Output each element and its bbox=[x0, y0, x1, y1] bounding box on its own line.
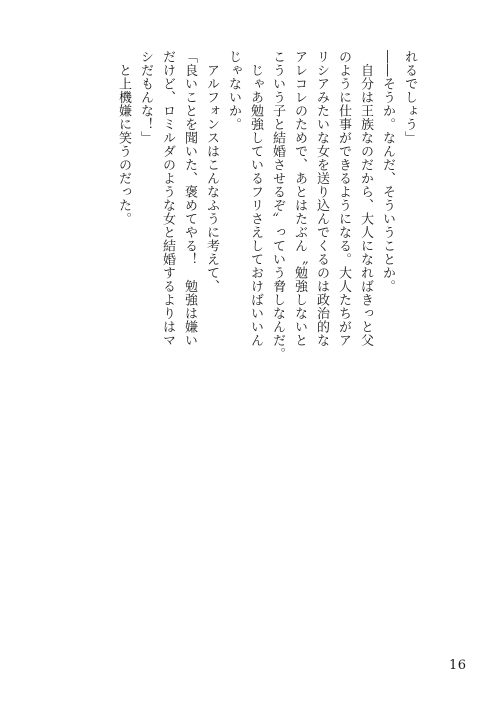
text-line: じゃあ勉強しているフリさえしておけばいいん bbox=[248, 50, 263, 347]
text-line: アレコレのためで、あとはたぶん〝勉強しないと bbox=[292, 50, 307, 347]
text-line: じゃないか。 bbox=[226, 50, 241, 131]
body-text bbox=[112, 50, 420, 380]
text-line: ――そうか。なんだ、そういうことか。 bbox=[380, 50, 395, 293]
text-line: だけど、ロミルダのような女と結婚するよりはマ bbox=[160, 50, 175, 347]
text-line: のように仕事ができるようになる。大人たちがア bbox=[336, 50, 351, 347]
text-line: と上機嫌に笑うのだった。 bbox=[116, 50, 131, 226]
text-line: れるでしょう」 bbox=[402, 50, 417, 145]
text-line: 自分は王族なのだから、大人になればきっと父 bbox=[358, 50, 373, 347]
text-line: こういう子と結婚させるぞ〟っていう脅しなんだ。 bbox=[270, 50, 285, 361]
text-line: アルフォンスはこんなふうに考えて、 bbox=[204, 50, 219, 293]
text-line: 「良いことを聞いた、褒めてやる！ 勉強は嫌い bbox=[182, 50, 197, 347]
page-number: 16 bbox=[449, 658, 467, 673]
text-line: シだもんな！」 bbox=[138, 50, 153, 145]
text-line: リシアみたいな女を送り込んでくるのは政治的な bbox=[314, 50, 329, 347]
